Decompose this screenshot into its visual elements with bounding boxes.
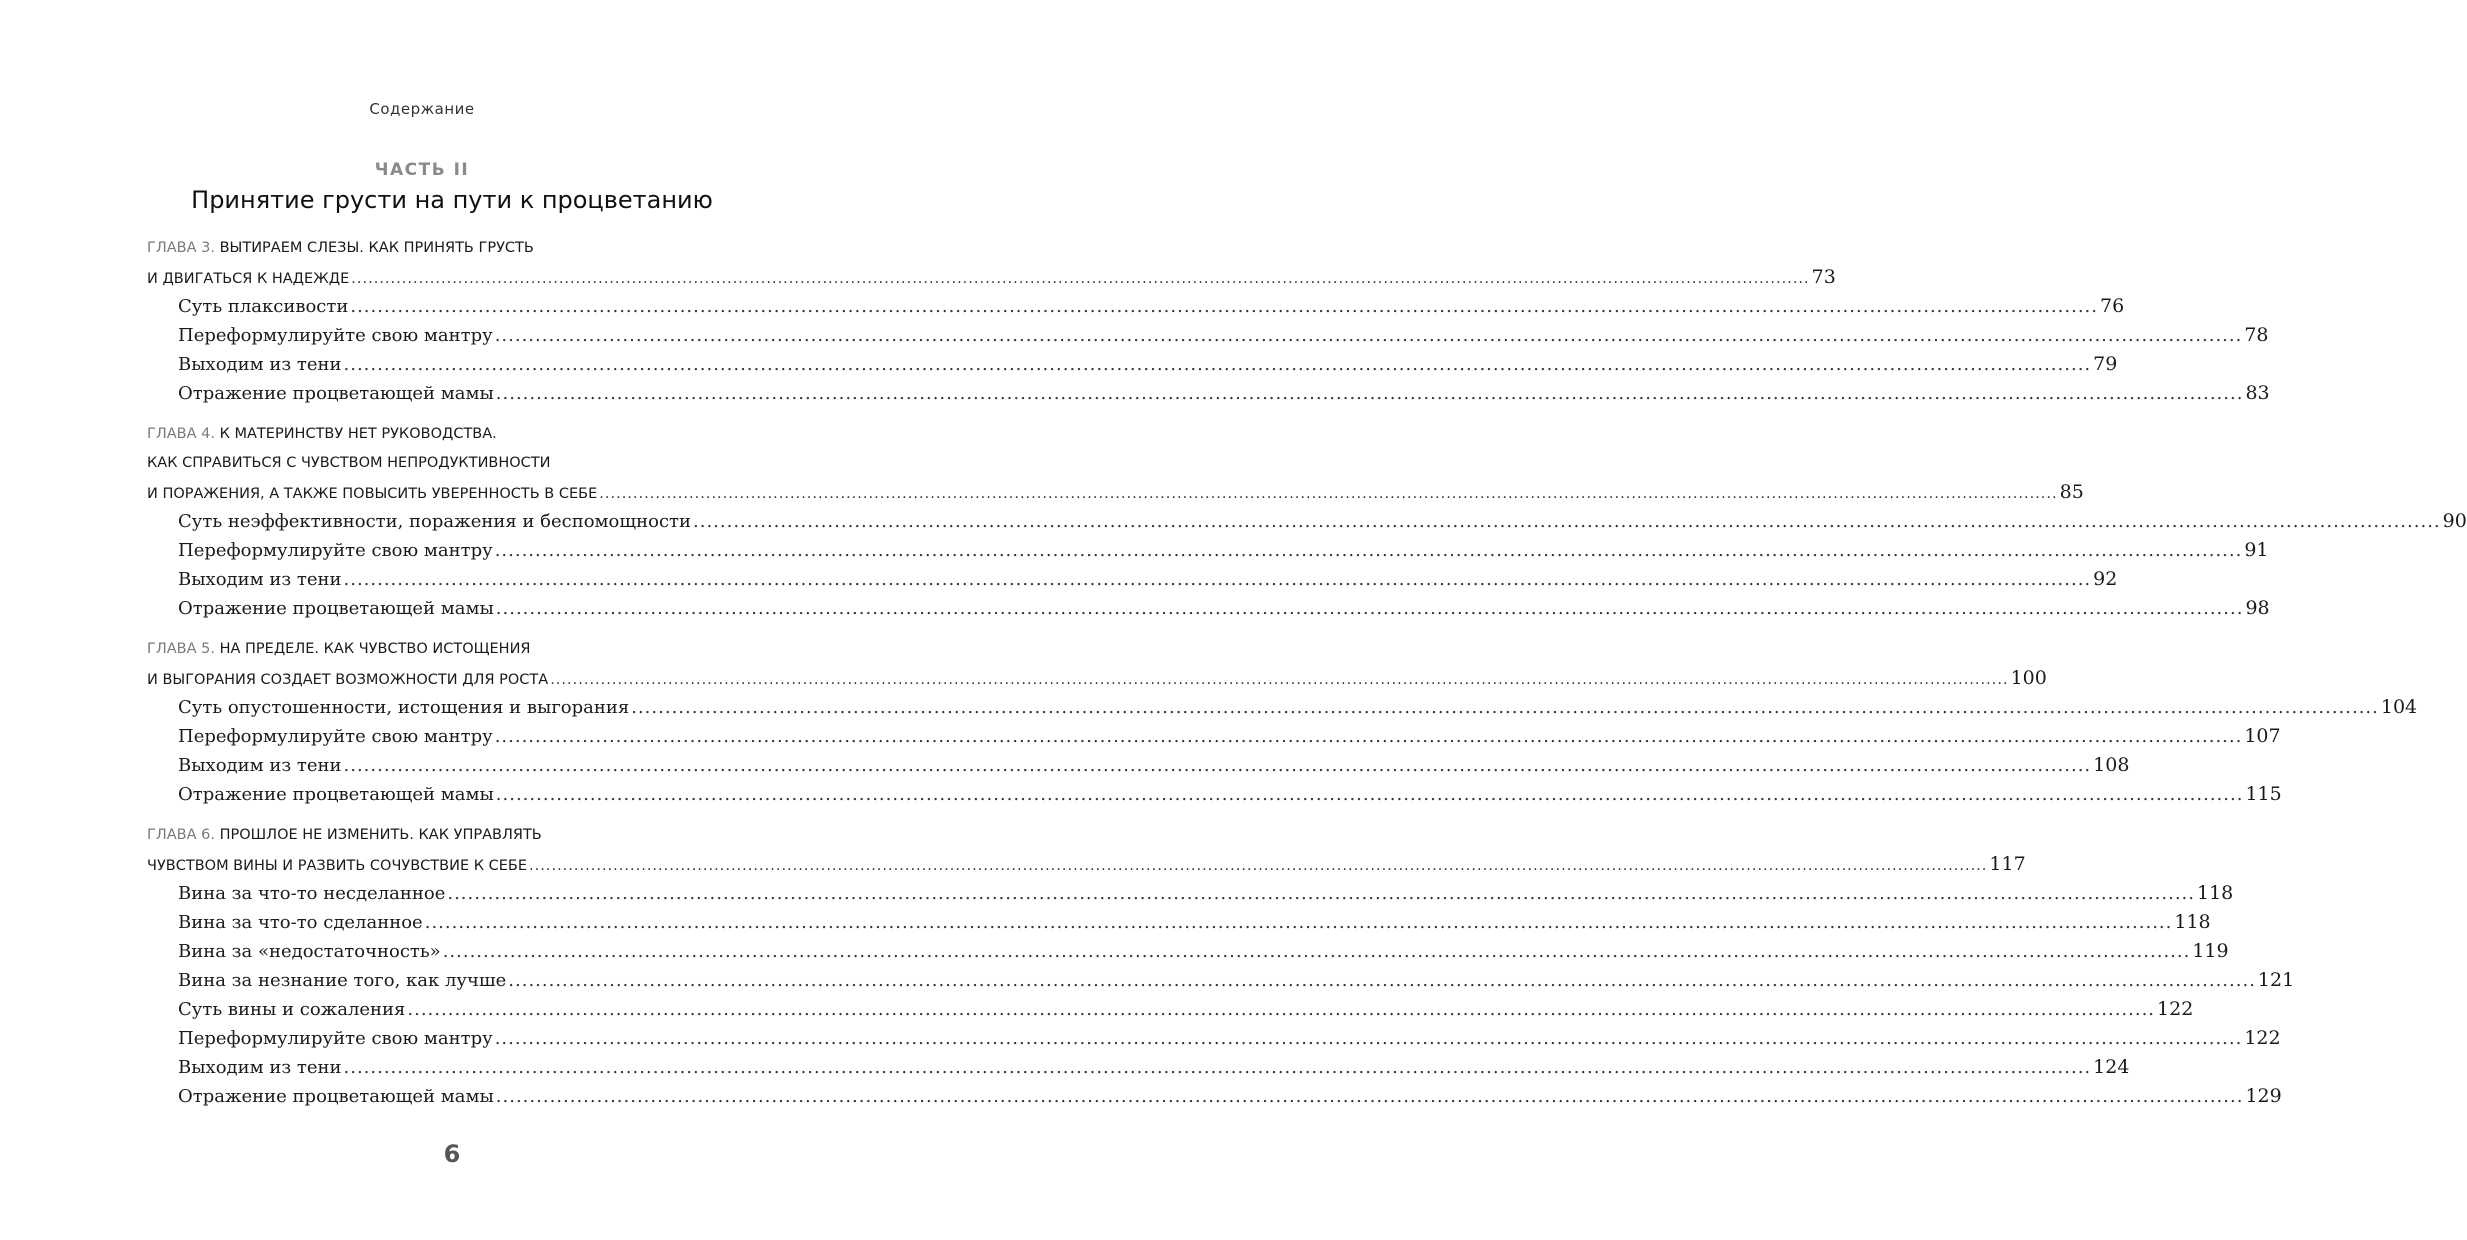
section-page: 122: [2157, 998, 2194, 1020]
section-page: 119: [2192, 940, 2229, 962]
chapter-title-line: [147, 821, 756, 850]
toc-entry[interactable]: [147, 722, 2281, 751]
section-title: Выходим из тени: [178, 755, 342, 776]
section-title: Переформулируйте свою мантру: [178, 540, 493, 561]
chapter-title-text: НА ПРЕДЕЛЕ. КАК ЧУВСТВО ИСТОЩЕНИЯ: [219, 641, 531, 657]
dot-leader: ....................................................................................................................................................................................................................................................................: [343, 1057, 2092, 1078]
chapter-entry[interactable]: [147, 850, 2026, 879]
part-title: Принятие грусти на пути к процветанию: [191, 186, 713, 214]
dot-leader: ....................................................................................................................................................................................................................................................................: [494, 1028, 2243, 1049]
section-title: Выходим из тени: [178, 1057, 342, 1078]
dot-leader: ....................................................................................................................................................................................................................................................................: [343, 354, 2092, 375]
dot-leader: ....................................................................................................................................................................................................................................................................: [343, 569, 2092, 590]
section-page: 115: [2245, 783, 2282, 805]
section-title: Вина за незнание того, как лучше: [178, 970, 507, 991]
chapter-title-text: К МАТЕРИНСТВУ НЕТ РУКОВОДСТВА.: [219, 426, 497, 442]
dot-leader: ....................................................................................................................................................................................................................................................................: [407, 999, 2156, 1020]
toc-entry[interactable]: [147, 908, 2211, 937]
dot-leader: ....................................................................................................................................................................................................................................................................: [495, 383, 2244, 404]
chapter-entry[interactable]: [147, 478, 2084, 507]
section-title: Вина за что-то несделанное: [178, 883, 446, 904]
section-page: 121: [2257, 969, 2295, 991]
section-page: 107: [2244, 725, 2281, 747]
toc-entry[interactable]: [147, 1082, 2282, 1111]
chapter-title-text: ПРОШЛОЕ НЕ ИЗМЕНИТЬ. КАК УПРАВЛЯТЬ: [219, 827, 542, 843]
dot-leader: ....................................................................................................................................................................................................................................................................: [494, 726, 2243, 747]
section-title: Вина за что-то сделанное: [178, 912, 423, 933]
toc-entry[interactable]: [147, 966, 2295, 995]
toc-entry[interactable]: [147, 536, 2269, 565]
chapter-title-line: [147, 234, 756, 263]
section-page: 122: [2244, 1027, 2281, 1049]
section-title: Вина за «недостаточность»: [178, 941, 441, 962]
chapter-title-text: ЧУВСТВОМ ВИНЫ И РАЗВИТЬ СОЧУВСТВИЕ К СЕБЕ: [147, 858, 528, 874]
section-page: 79: [2093, 353, 2118, 375]
section-title: Отражение процветающей мамы: [178, 1086, 494, 1107]
chapter-entry[interactable]: [147, 664, 2047, 693]
toc-entry[interactable]: [147, 751, 2130, 780]
dot-leader: ....................................................................................................................................................................................................................................................................: [529, 858, 1988, 874]
section-title: Переформулируйте свою мантру: [178, 726, 493, 747]
dot-leader: ....................................................................................................................................................................................................................................................................: [442, 941, 2191, 962]
toc-entry[interactable]: [147, 594, 2270, 623]
toc-entry[interactable]: [147, 321, 2269, 350]
chapter-number: ГЛАВА 6.: [147, 827, 215, 843]
section-title: Выходим из тени: [178, 354, 342, 375]
dot-leader: ....................................................................................................................................................................................................................................................................: [495, 598, 2244, 619]
toc-entry[interactable]: [147, 693, 2418, 722]
section-page: 104: [2380, 696, 2418, 718]
chapter-title-text: И ВЫГОРАНИЯ СОЗДАЕТ ВОЗМОЖНОСТИ ДЛЯ РОСТА: [147, 672, 549, 688]
chapter-number: ГЛАВА 5.: [147, 641, 215, 657]
chapter-entry[interactable]: [147, 263, 1836, 292]
chapter-number: ГЛАВА 3.: [147, 240, 215, 256]
chapter-block: [147, 821, 2295, 1111]
chapter-block: [147, 635, 2418, 809]
section-title: Суть вины и сожаления: [178, 999, 406, 1020]
dot-leader: ....................................................................................................................................................................................................................................................................: [495, 1086, 2244, 1107]
section-page: 108: [2093, 754, 2130, 776]
toc-entry[interactable]: [147, 879, 2234, 908]
dot-leader: ....................................................................................................................................................................................................................................................................: [494, 325, 2243, 346]
toc-entry[interactable]: [147, 292, 2125, 321]
section-title: Суть неэффективности, поражения и беспомощности: [178, 511, 691, 532]
dot-leader: ....................................................................................................................................................................................................................................................................: [508, 970, 2256, 991]
section-page: 91: [2244, 539, 2269, 561]
section-page: 98: [2245, 597, 2270, 619]
part-label: ЧАСТЬ II: [374, 160, 470, 180]
chapter-title-text: И ПОРАЖЕНИЯ, А ТАКЖЕ ПОВЫСИТЬ УВЕРЕННОСТЬ В СЕБЕ: [147, 486, 598, 502]
dot-leader: ....................................................................................................................................................................................................................................................................: [494, 540, 2243, 561]
section-title: Суть опустошенности, истощения и выгорания: [178, 697, 630, 718]
chapter-page: 73: [1811, 266, 1836, 288]
dot-leader: ....................................................................................................................................................................................................................................................................: [693, 511, 2441, 532]
chapter-page: 85: [2059, 481, 2084, 503]
section-page: 118: [2197, 882, 2234, 904]
chapter-block: [147, 420, 2467, 623]
toc-entry[interactable]: [147, 780, 2282, 809]
section-page: 92: [2093, 568, 2118, 590]
toc-entry[interactable]: [147, 507, 2467, 536]
section-title: Отражение процветающей мамы: [178, 598, 494, 619]
section-title: Суть плаксивости: [178, 296, 349, 317]
section-page: 118: [2174, 911, 2211, 933]
section-page: 78: [2244, 324, 2269, 346]
toc-entry[interactable]: [147, 995, 2194, 1024]
chapter-page: 100: [2010, 667, 2047, 689]
section-page: 83: [2245, 382, 2270, 404]
running-head: Содержание: [369, 100, 475, 118]
chapter-number: ГЛАВА 4.: [147, 426, 215, 442]
section-title: Выходим из тени: [178, 569, 342, 590]
chapter-title-text: КАК СПРАВИТЬСЯ С ЧУВСТВОМ НЕПРОДУКТИВНОСТИ: [147, 455, 551, 471]
toc-entry[interactable]: [147, 1024, 2281, 1053]
dot-leader: ....................................................................................................................................................................................................................................................................: [351, 271, 1810, 287]
dot-leader: ....................................................................................................................................................................................................................................................................: [447, 883, 2195, 904]
chapter-title-line: [147, 449, 756, 478]
toc-entry[interactable]: [147, 565, 2118, 594]
chapter-title-text: ВЫТИРАЕМ СЛЕЗЫ. КАК ПРИНЯТЬ ГРУСТЬ: [219, 240, 534, 256]
toc-entry[interactable]: [147, 350, 2118, 379]
section-title: Переформулируйте свою мантру: [178, 325, 493, 346]
section-title: Отражение процветающей мамы: [178, 784, 494, 805]
dot-leader: ....................................................................................................................................................................................................................................................................: [550, 672, 2009, 688]
page-number: 6: [443, 1140, 461, 1168]
section-page: 129: [2245, 1085, 2282, 1107]
chapter-title-text: И ДВИГАТЬСЯ К НАДЕЖДЕ: [147, 271, 350, 287]
dot-leader: ....................................................................................................................................................................................................................................................................: [343, 755, 2092, 776]
chapter-page: 117: [1989, 853, 2026, 875]
table-of-contents: [147, 234, 2467, 1123]
dot-leader: ....................................................................................................................................................................................................................................................................: [424, 912, 2173, 933]
dot-leader: ....................................................................................................................................................................................................................................................................: [350, 296, 2098, 317]
chapter-block: [147, 234, 2270, 408]
toc-entry[interactable]: [147, 937, 2229, 966]
dot-leader: ....................................................................................................................................................................................................................................................................: [495, 784, 2244, 805]
toc-entry[interactable]: [147, 1053, 2130, 1082]
section-title: Отражение процветающей мамы: [178, 383, 494, 404]
toc-entry[interactable]: [147, 379, 2270, 408]
section-page: 76: [2099, 295, 2125, 317]
section-title: Переформулируйте свою мантру: [178, 1028, 493, 1049]
chapter-title-line: [147, 635, 756, 664]
section-page: 124: [2093, 1056, 2130, 1078]
section-page: 90: [2442, 510, 2467, 532]
dot-leader: ....................................................................................................................................................................................................................................................................: [631, 697, 2379, 718]
dot-leader: ....................................................................................................................................................................................................................................................................: [599, 486, 2058, 502]
chapter-title-line: [147, 420, 756, 449]
